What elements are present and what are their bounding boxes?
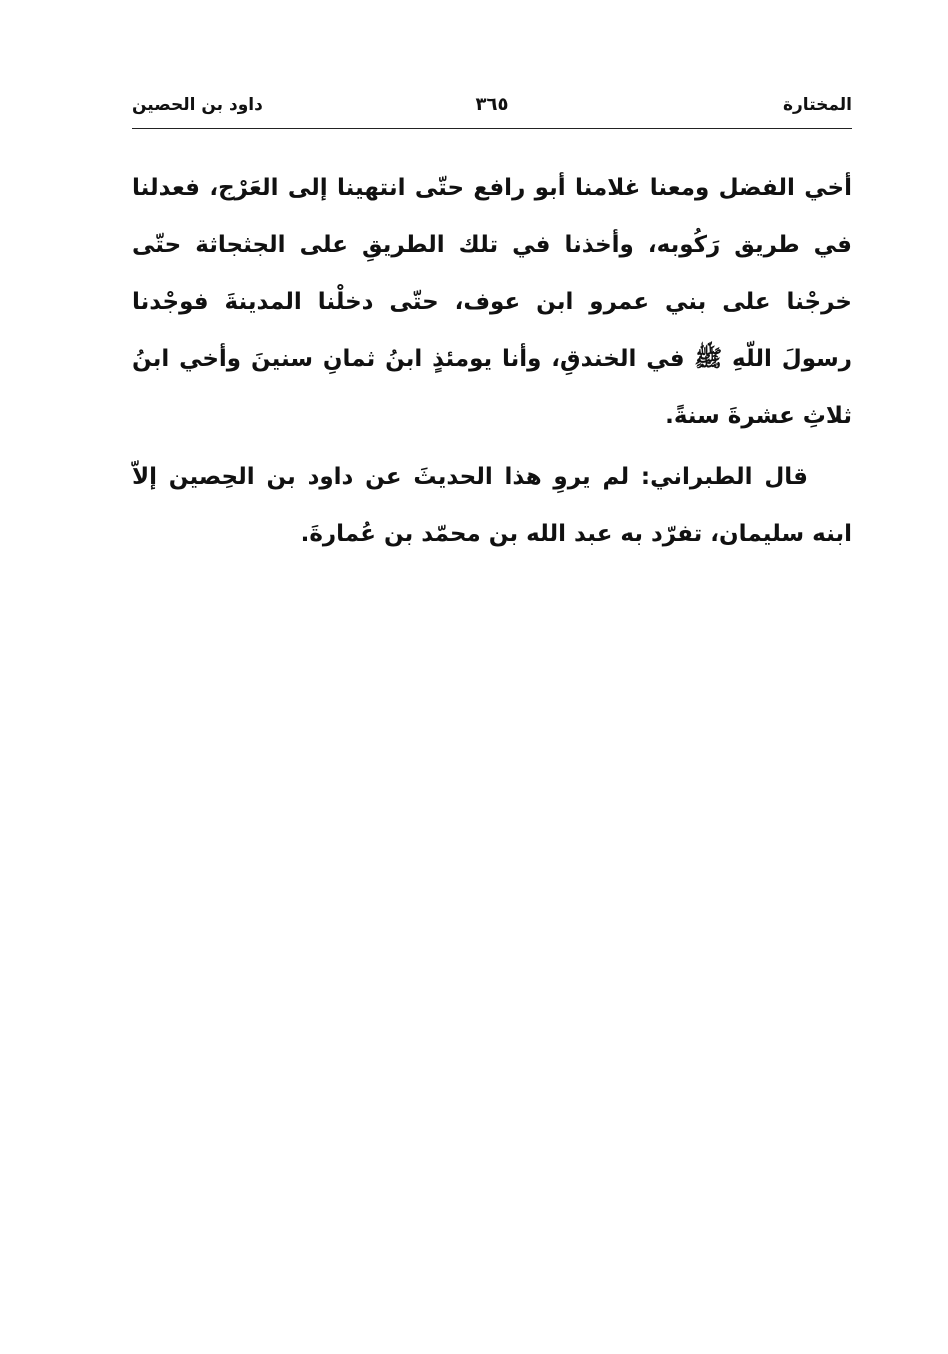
header-divider [132,128,852,129]
paragraph: قال الطبراني: لم يروِ هذا الحديثَ عن داود بن الحِصين إلاّ ابنه سليمان، تفرّد به عبد الله بن محمّد بن عُمارةَ. [132,464,852,547]
running-header [132,92,852,122]
body-text [132,160,852,563]
book-title: المختارة [782,95,852,115]
page-number: ٣٦٥ [475,94,509,115]
section-title: داود بن الحصين [132,95,263,115]
paragraph: أخي الفضل ومعنا غلامنا أبو رافع حتّى انتهينا إلى العَرْج، فعدلنا في طريق رَكُوبه، وأخذنا في تلك الطريقِ على الجثجاثة حتّى خرجْنا على بني عمرو ابن عوف، حتّى دخلْنا المدينةَ فوجْدنا رسولَ اللّهِ ﷺ في الخندقِ، وأنا يومئذٍ ابنُ ثمانِ سنينَ وأخي ابنُ ثلاثِ عشرةَ سنةً. [132,175,852,429]
